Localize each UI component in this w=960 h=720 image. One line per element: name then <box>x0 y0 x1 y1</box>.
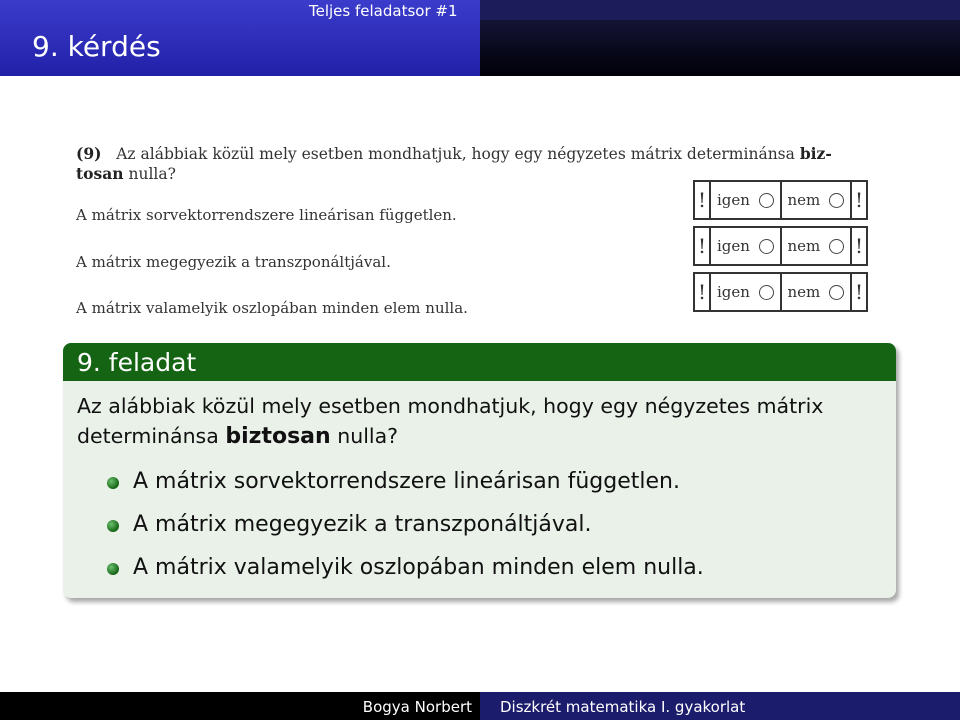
nav-bar <box>480 0 960 20</box>
bullet-icon <box>107 520 119 532</box>
exercise-question <box>77 391 882 452</box>
question-number: (9) <box>76 144 102 163</box>
option-yes[interactable] <box>711 274 782 310</box>
question-end: nulla? <box>128 165 176 183</box>
question-line-2 <box>76 164 176 183</box>
option-no-label: nem <box>787 283 821 301</box>
option-no-label: nem <box>787 191 821 209</box>
answer-box-1 <box>693 180 868 220</box>
radio-no-icon[interactable] <box>829 193 844 208</box>
question-bold-1: biz- <box>799 144 832 163</box>
option-yes-label: igen <box>717 283 750 301</box>
answer-mark-left: ! <box>695 228 711 264</box>
option-no[interactable] <box>782 274 851 310</box>
radio-yes-icon[interactable] <box>759 285 774 300</box>
question-line-1 <box>76 144 832 163</box>
item-text: A mátrix megegyezik a transzponáltjával. <box>133 512 592 537</box>
statement-1: A mátrix sorvektorrendszere lineárisan független. <box>76 206 457 224</box>
scanned-question <box>0 130 960 330</box>
answer-mark-right: ! <box>850 274 866 310</box>
list-item <box>77 503 882 546</box>
exercise-block <box>63 343 896 598</box>
option-yes-label: igen <box>717 237 750 255</box>
exercise-bold-word: biztosan <box>225 424 331 449</box>
radio-no-icon[interactable] <box>829 285 844 300</box>
slide-header <box>0 0 960 76</box>
item-text: A mátrix sorvektorrendszere lineárisan független. <box>133 469 680 494</box>
option-no-label: nem <box>787 237 821 255</box>
statement-3: A mátrix valamelyik oszlopában minden elem nulla. <box>76 299 468 317</box>
statement-2: A mátrix megegyezik a transzponáltjával. <box>76 253 391 271</box>
radio-yes-icon[interactable] <box>759 193 774 208</box>
bullet-icon <box>107 563 119 575</box>
radio-yes-icon[interactable] <box>759 239 774 254</box>
exercise-items <box>77 460 882 589</box>
option-yes[interactable] <box>711 182 782 218</box>
list-item <box>77 460 882 503</box>
question-text: Az alábbiak közül mely esetben mondhatjuk, hogy egy négyzetes mátrix determinánsa <box>116 145 795 163</box>
radio-no-icon[interactable] <box>829 239 844 254</box>
exercise-title: 9. feladat <box>63 343 896 381</box>
exercise-body <box>63 381 896 598</box>
answer-mark-right: ! <box>850 228 866 264</box>
option-yes-label: igen <box>717 191 750 209</box>
footer-course: Diszkrét matematika I. gyakorlat <box>500 698 746 716</box>
option-no[interactable] <box>782 182 851 218</box>
footer-author: Bogya Norbert <box>362 698 472 716</box>
option-yes[interactable] <box>711 228 782 264</box>
answer-mark-right: ! <box>850 182 866 218</box>
exercise-text-end: nulla? <box>337 424 399 448</box>
item-text: A mátrix valamelyik oszlopában minden elem nulla. <box>133 555 704 580</box>
section-nav-link[interactable]: Teljes feladatsor #1 <box>309 2 458 20</box>
answer-mark-left: ! <box>695 182 711 218</box>
option-no[interactable] <box>782 228 851 264</box>
list-item <box>77 546 882 589</box>
question-bold-2: tosan <box>76 164 124 183</box>
answer-mark-left: ! <box>695 274 711 310</box>
bullet-icon <box>107 477 119 489</box>
answer-box-2 <box>693 226 868 266</box>
exercise-text: Az alábbiak közül mely esetben mondhatjuk, hogy egy négyzetes mátrix determinánsa <box>77 394 824 448</box>
answer-box-3 <box>693 272 868 312</box>
slide-footer <box>0 692 960 720</box>
frame-title: 9. kérdés <box>32 30 161 63</box>
